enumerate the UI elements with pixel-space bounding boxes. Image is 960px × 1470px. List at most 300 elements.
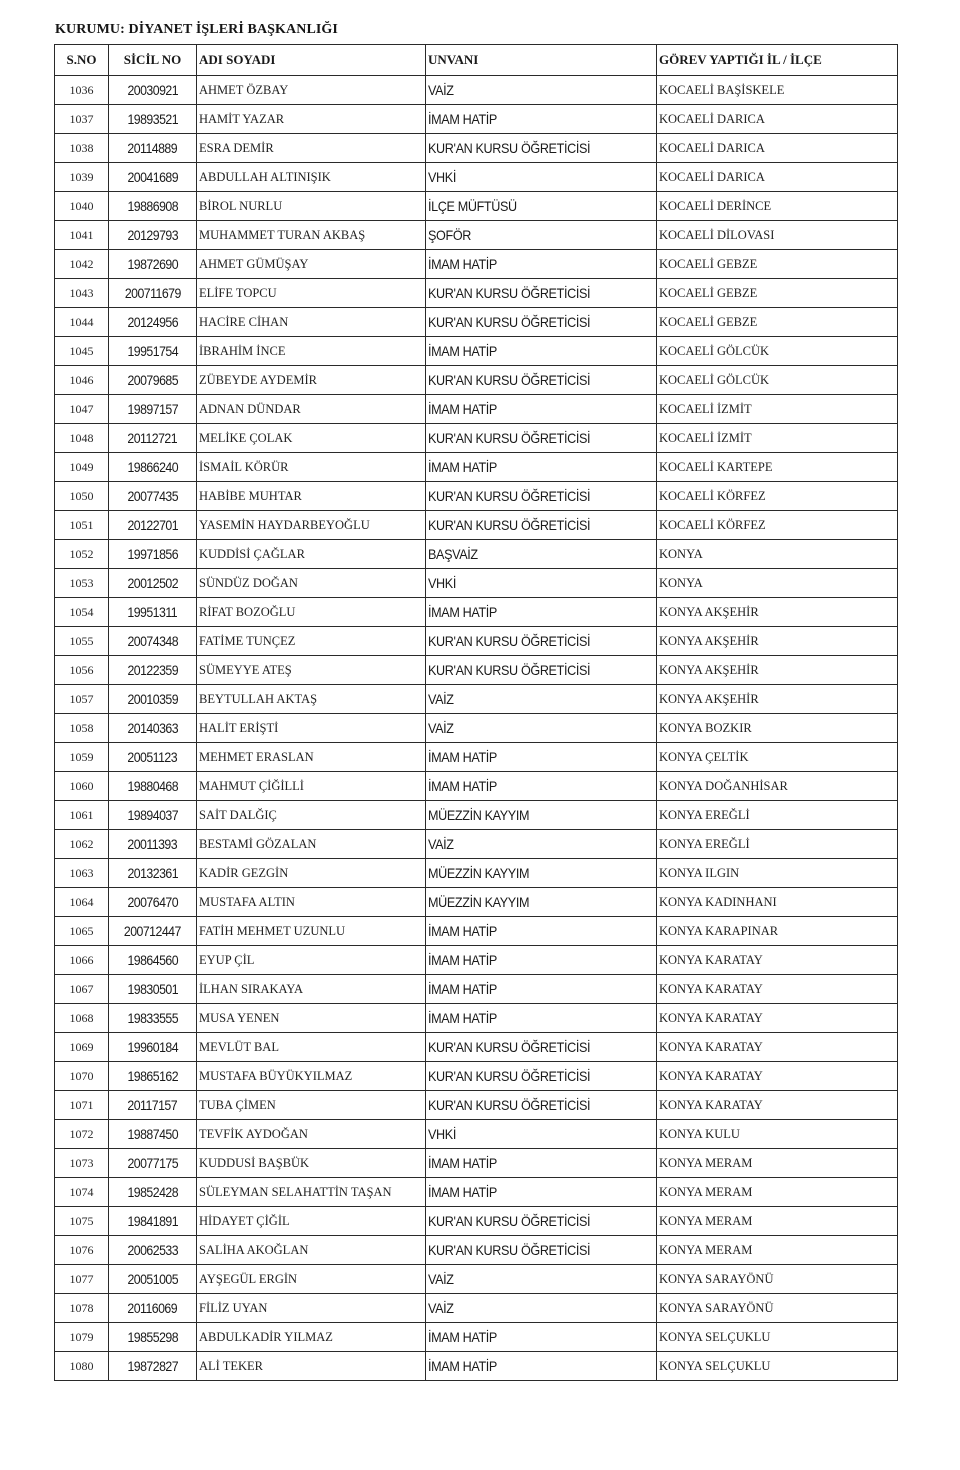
cell-unvani — [426, 134, 657, 163]
cell-sicil-no-text: 20030921 — [127, 82, 178, 98]
cell-unvani-text: İMAM HATİP — [428, 778, 497, 794]
cell-gorev-yeri: KONYA AKŞEHİR — [657, 627, 898, 656]
cell-sicil-no — [109, 1062, 197, 1091]
cell-adi-soyadi: TEVFİK AYDOĞAN — [197, 1120, 426, 1149]
cell-sicil-no — [109, 743, 197, 772]
cell-sicil-no — [109, 1033, 197, 1062]
cell-sicil-no-text: 20076470 — [127, 894, 178, 910]
cell-sicil-no-text: 20122701 — [127, 517, 178, 533]
cell-adi-soyadi: ABDULKADİR YILMAZ — [197, 1323, 426, 1352]
cell-gorev-yeri: KONYA KARATAY — [657, 946, 898, 975]
cell-unvani — [426, 453, 657, 482]
cell-sicil-no-text: 19897157 — [127, 401, 178, 417]
cell-sno: 1074 — [55, 1178, 109, 1207]
cell-sicil-no-text: 19960184 — [127, 1039, 178, 1055]
cell-sicil-no-text: 19951754 — [127, 343, 178, 359]
cell-adi-soyadi: SÜNDÜZ DOĞAN — [197, 569, 426, 598]
cell-unvani — [426, 627, 657, 656]
cell-adi-soyadi: HABİBE MUHTAR — [197, 482, 426, 511]
cell-gorev-yeri: KONYA KADINHANI — [657, 888, 898, 917]
cell-sno: 1070 — [55, 1062, 109, 1091]
cell-gorev-yeri: KOCAELİ DARICA — [657, 134, 898, 163]
cell-adi-soyadi: ESRA DEMİR — [197, 134, 426, 163]
table-row — [55, 424, 898, 453]
cell-sicil-no-text: 20112721 — [127, 430, 178, 446]
cell-unvani-text: KUR'AN KURSU ÖĞRETİCİSİ — [428, 517, 591, 533]
cell-sno: 1073 — [55, 1149, 109, 1178]
cell-unvani-text: İMAM HATİP — [428, 111, 497, 127]
cell-gorev-yeri: KONYA MERAM — [657, 1178, 898, 1207]
cell-gorev-yeri: KOCAELİ DARICA — [657, 163, 898, 192]
cell-gorev-yeri: KONYA KARATAY — [657, 1091, 898, 1120]
cell-sicil-no-text: 19951311 — [127, 604, 178, 620]
cell-adi-soyadi: SAİT DALĞIÇ — [197, 801, 426, 830]
cell-adi-soyadi: ZÜBEYDE AYDEMİR — [197, 366, 426, 395]
cell-sicil-no — [109, 424, 197, 453]
table-row — [55, 453, 898, 482]
cell-gorev-yeri: KONYA MERAM — [657, 1149, 898, 1178]
cell-gorev-yeri: KOCAELİ KARTEPE — [657, 453, 898, 482]
cell-adi-soyadi: HİDAYET ÇİĞİL — [197, 1207, 426, 1236]
cell-adi-soyadi: AHMET GÜMÜŞAY — [197, 250, 426, 279]
cell-unvani — [426, 540, 657, 569]
cell-sicil-no — [109, 1149, 197, 1178]
cell-sno: 1062 — [55, 830, 109, 859]
cell-adi-soyadi: KADİR GEZGİN — [197, 859, 426, 888]
cell-gorev-yeri: KOCAELİ GÖLCÜK — [657, 366, 898, 395]
cell-gorev-yeri: KOCAELİ GÖLCÜK — [657, 337, 898, 366]
cell-unvani — [426, 859, 657, 888]
cell-unvani — [426, 1178, 657, 1207]
table-row — [55, 569, 898, 598]
cell-gorev-yeri: KONYA KARAPINAR — [657, 917, 898, 946]
cell-unvani-text: VAİZ — [428, 1300, 454, 1316]
cell-sno: 1051 — [55, 511, 109, 540]
cell-sicil-no — [109, 801, 197, 830]
cell-sno: 1057 — [55, 685, 109, 714]
cell-sicil-no-text: 20114889 — [127, 140, 178, 156]
cell-unvani — [426, 511, 657, 540]
cell-sicil-no — [109, 1207, 197, 1236]
cell-gorev-yeri: KOCAELİ GEBZE — [657, 279, 898, 308]
cell-sno: 1041 — [55, 221, 109, 250]
cell-gorev-yeri: KONYA SELÇUKLU — [657, 1352, 898, 1381]
cell-unvani — [426, 801, 657, 830]
cell-sno: 1058 — [55, 714, 109, 743]
cell-adi-soyadi: MEHMET ERASLAN — [197, 743, 426, 772]
cell-unvani — [426, 1149, 657, 1178]
cell-unvani-text: KUR'AN KURSU ÖĞRETİCİSİ — [428, 140, 591, 156]
cell-sicil-no — [109, 975, 197, 1004]
cell-unvani-text: KUR'AN KURSU ÖĞRETİCİSİ — [428, 372, 591, 388]
cell-gorev-yeri: KOCAELİ DİLOVASI — [657, 221, 898, 250]
cell-unvani-text: İMAM HATİP — [428, 459, 497, 475]
cell-gorev-yeri: KONYA SARAYÖNÜ — [657, 1265, 898, 1294]
cell-sno: 1066 — [55, 946, 109, 975]
cell-unvani — [426, 424, 657, 453]
cell-unvani — [426, 192, 657, 221]
cell-unvani — [426, 395, 657, 424]
cell-sno: 1072 — [55, 1120, 109, 1149]
cell-unvani-text: MÜEZZİN KAYYIM — [428, 865, 530, 881]
column-header-adi-soyadi: ADI SOYADI — [197, 45, 426, 76]
table-row — [55, 366, 898, 395]
cell-sicil-no — [109, 482, 197, 511]
cell-adi-soyadi: FATİH MEHMET UZUNLU — [197, 917, 426, 946]
cell-sicil-no-text: 20041689 — [127, 169, 178, 185]
table-row — [55, 134, 898, 163]
cell-sicil-no-text: 20117157 — [127, 1097, 178, 1113]
cell-sicil-no-text: 19865162 — [127, 1068, 178, 1084]
cell-sno: 1042 — [55, 250, 109, 279]
cell-sno: 1055 — [55, 627, 109, 656]
cell-unvani — [426, 308, 657, 337]
cell-gorev-yeri: KONYA EREĞLİ — [657, 801, 898, 830]
cell-sicil-no — [109, 453, 197, 482]
cell-unvani — [426, 337, 657, 366]
cell-unvani-text: KUR'AN KURSU ÖĞRETİCİSİ — [428, 1242, 591, 1258]
cell-gorev-yeri: KONYA BOZKIR — [657, 714, 898, 743]
cell-sicil-no-text: 19872827 — [127, 1358, 178, 1374]
cell-sicil-no — [109, 1120, 197, 1149]
cell-sno: 1048 — [55, 424, 109, 453]
cell-gorev-yeri: KONYA KULU — [657, 1120, 898, 1149]
cell-sno: 1078 — [55, 1294, 109, 1323]
cell-adi-soyadi: MEVLÜT BAL — [197, 1033, 426, 1062]
table-row — [55, 221, 898, 250]
cell-sicil-no — [109, 1178, 197, 1207]
cell-sicil-no-text: 19872690 — [127, 256, 178, 272]
table-row — [55, 482, 898, 511]
cell-sno: 1047 — [55, 395, 109, 424]
cell-sno: 1075 — [55, 1207, 109, 1236]
cell-sicil-no-text: 19893521 — [127, 111, 178, 127]
cell-sicil-no-text: 19830501 — [127, 981, 178, 997]
table-row — [55, 76, 898, 105]
table-row — [55, 656, 898, 685]
cell-sicil-no — [109, 859, 197, 888]
cell-unvani — [426, 482, 657, 511]
cell-sicil-no-text: 19855298 — [127, 1329, 178, 1345]
cell-adi-soyadi: ABDULLAH ALTINIŞIK — [197, 163, 426, 192]
cell-adi-soyadi: ALİ TEKER — [197, 1352, 426, 1381]
table-row — [55, 1352, 898, 1381]
cell-adi-soyadi: AHMET ÖZBAY — [197, 76, 426, 105]
cell-gorev-yeri: KONYA AKŞEHİR — [657, 598, 898, 627]
cell-unvani-text: İMAM HATİP — [428, 1010, 497, 1026]
cell-sicil-no-text: 19887450 — [127, 1126, 178, 1142]
cell-adi-soyadi: MUHAMMET TURAN AKBAŞ — [197, 221, 426, 250]
cell-unvani-text: KUR'AN KURSU ÖĞRETİCİSİ — [428, 1213, 591, 1229]
cell-sicil-no-text: 20116069 — [127, 1300, 178, 1316]
cell-unvani-text: KUR'AN KURSU ÖĞRETİCİSİ — [428, 633, 591, 649]
cell-adi-soyadi: HALİT ERİŞTİ — [197, 714, 426, 743]
cell-adi-soyadi: HAMİT YAZAR — [197, 105, 426, 134]
cell-unvani — [426, 1294, 657, 1323]
cell-sicil-no-text: 20051005 — [127, 1271, 178, 1287]
cell-sicil-no-text: 20124956 — [127, 314, 178, 330]
cell-sicil-no — [109, 192, 197, 221]
cell-unvani-text: MÜEZZİN KAYYIM — [428, 894, 530, 910]
cell-sicil-no — [109, 1265, 197, 1294]
table-row — [55, 1265, 898, 1294]
cell-sicil-no — [109, 395, 197, 424]
cell-gorev-yeri: KONYA AKŞEHİR — [657, 685, 898, 714]
cell-adi-soyadi: SÜLEYMAN SELAHATTİN TAŞAN — [197, 1178, 426, 1207]
cell-unvani — [426, 1352, 657, 1381]
cell-sicil-no-text: 20129793 — [127, 227, 178, 243]
cell-gorev-yeri: KONYA KARATAY — [657, 975, 898, 1004]
cell-adi-soyadi: EYUP ÇİL — [197, 946, 426, 975]
cell-sicil-no-text: 20140363 — [127, 720, 178, 736]
cell-sicil-no — [109, 250, 197, 279]
cell-sicil-no-text: 19841891 — [127, 1213, 178, 1229]
cell-sno: 1036 — [55, 76, 109, 105]
cell-sno: 1050 — [55, 482, 109, 511]
cell-adi-soyadi: RİFAT BOZOĞLU — [197, 598, 426, 627]
table-row — [55, 1178, 898, 1207]
cell-unvani-text: VAİZ — [428, 836, 454, 852]
cell-gorev-yeri: KOCAELİ KÖRFEZ — [657, 511, 898, 540]
cell-sicil-no-text: 19971856 — [127, 546, 178, 562]
cell-unvani — [426, 656, 657, 685]
cell-sicil-no — [109, 598, 197, 627]
column-header-sno: S.NO — [55, 45, 109, 76]
cell-gorev-yeri: KONYA KARATAY — [657, 1033, 898, 1062]
cell-unvani — [426, 975, 657, 1004]
cell-adi-soyadi: MELİKE ÇOLAK — [197, 424, 426, 453]
table-row — [55, 1236, 898, 1265]
cell-sicil-no-text: 20079685 — [127, 372, 178, 388]
cell-sicil-no — [109, 888, 197, 917]
cell-sno: 1063 — [55, 859, 109, 888]
cell-unvani-text: KUR'AN KURSU ÖĞRETİCİSİ — [428, 1068, 591, 1084]
table-row — [55, 1323, 898, 1352]
cell-gorev-yeri: KONYA MERAM — [657, 1207, 898, 1236]
table-row — [55, 830, 898, 859]
cell-sno: 1052 — [55, 540, 109, 569]
cell-unvani-text: KUR'AN KURSU ÖĞRETİCİSİ — [428, 1097, 591, 1113]
cell-sicil-no-text: 20012502 — [127, 575, 178, 591]
cell-unvani-text: VHKİ — [428, 1126, 456, 1142]
cell-adi-soyadi: AYŞEGÜL ERGİN — [197, 1265, 426, 1294]
cell-gorev-yeri: KOCAELİ DERİNCE — [657, 192, 898, 221]
cell-sicil-no — [109, 685, 197, 714]
cell-unvani-text: İMAM HATİP — [428, 981, 497, 997]
cell-unvani-text: İMAM HATİP — [428, 1184, 497, 1200]
cell-unvani-text: BAŞVAİZ — [428, 546, 478, 562]
cell-sicil-no — [109, 946, 197, 975]
cell-unvani-text: VAİZ — [428, 720, 454, 736]
cell-gorev-yeri: KOCAELİ İZMİT — [657, 395, 898, 424]
cell-adi-soyadi: MUSTAFA BÜYÜKYILMAZ — [197, 1062, 426, 1091]
cell-sno: 1056 — [55, 656, 109, 685]
cell-sicil-no-text: 19864560 — [127, 952, 178, 968]
cell-adi-soyadi: MUSTAFA ALTIN — [197, 888, 426, 917]
cell-sicil-no — [109, 1004, 197, 1033]
cell-adi-soyadi: ELİFE TOPCU — [197, 279, 426, 308]
cell-sno: 1043 — [55, 279, 109, 308]
cell-sicil-no — [109, 772, 197, 801]
cell-unvani-text: İMAM HATİP — [428, 604, 497, 620]
table-row — [55, 337, 898, 366]
cell-sicil-no — [109, 830, 197, 859]
cell-sno: 1061 — [55, 801, 109, 830]
cell-sicil-no — [109, 163, 197, 192]
cell-unvani-text: İMAM HATİP — [428, 256, 497, 272]
cell-sicil-no-text: 20132361 — [127, 865, 178, 881]
cell-sno: 1059 — [55, 743, 109, 772]
cell-sno: 1040 — [55, 192, 109, 221]
cell-unvani — [426, 743, 657, 772]
cell-sicil-no — [109, 1236, 197, 1265]
cell-gorev-yeri: KOCAELİ KÖRFEZ — [657, 482, 898, 511]
cell-unvani — [426, 1004, 657, 1033]
cell-unvani-text: İMAM HATİP — [428, 749, 497, 765]
table-row — [55, 917, 898, 946]
cell-unvani-text: VAİZ — [428, 691, 454, 707]
cell-sicil-no-text: 19880468 — [127, 778, 178, 794]
cell-adi-soyadi: MAHMUT ÇİĞİLLİ — [197, 772, 426, 801]
cell-gorev-yeri: KOCAELİ GEBZE — [657, 250, 898, 279]
cell-sicil-no — [109, 337, 197, 366]
cell-adi-soyadi: KUDDUSİ BAŞBÜK — [197, 1149, 426, 1178]
cell-sicil-no-text: 20074348 — [127, 633, 178, 649]
cell-unvani — [426, 830, 657, 859]
cell-sno: 1067 — [55, 975, 109, 1004]
cell-unvani — [426, 685, 657, 714]
cell-gorev-yeri: KONYA — [657, 569, 898, 598]
cell-unvani — [426, 946, 657, 975]
cell-unvani-text: KUR'AN KURSU ÖĞRETİCİSİ — [428, 314, 591, 330]
cell-sno: 1071 — [55, 1091, 109, 1120]
table-row — [55, 888, 898, 917]
cell-sicil-no — [109, 1352, 197, 1381]
cell-unvani-text: İMAM HATİP — [428, 952, 497, 968]
page-title: KURUMU: DİYANET İŞLERİ BAŞKANLIĞI — [55, 22, 338, 37]
table-row — [55, 1004, 898, 1033]
cell-sicil-no-text: 20077175 — [127, 1155, 178, 1171]
cell-unvani — [426, 105, 657, 134]
table-row — [55, 1091, 898, 1120]
table-row — [55, 1033, 898, 1062]
cell-sno: 1053 — [55, 569, 109, 598]
cell-sno: 1076 — [55, 1236, 109, 1265]
cell-unvani-text: KUR'AN KURSU ÖĞRETİCİSİ — [428, 488, 591, 504]
cell-unvani — [426, 1033, 657, 1062]
table-row — [55, 685, 898, 714]
table-row — [55, 801, 898, 830]
table-row — [55, 1294, 898, 1323]
cell-unvani — [426, 888, 657, 917]
cell-sicil-no — [109, 569, 197, 598]
cell-unvani — [426, 1120, 657, 1149]
cell-sicil-no-text: 20051123 — [127, 749, 178, 765]
cell-sno: 1049 — [55, 453, 109, 482]
cell-unvani — [426, 163, 657, 192]
cell-unvani-text: KUR'AN KURSU ÖĞRETİCİSİ — [428, 662, 591, 678]
cell-sno: 1038 — [55, 134, 109, 163]
cell-unvani-text: İMAM HATİP — [428, 1155, 497, 1171]
cell-adi-soyadi: KUDDİSİ ÇAĞLAR — [197, 540, 426, 569]
cell-gorev-yeri: KONYA KARATAY — [657, 1062, 898, 1091]
cell-gorev-yeri: KOCAELİ DARICA — [657, 105, 898, 134]
cell-gorev-yeri: KONYA SELÇUKLU — [657, 1323, 898, 1352]
cell-gorev-yeri: KONYA SARAYÖNÜ — [657, 1294, 898, 1323]
cell-sicil-no-text: 19833555 — [127, 1010, 178, 1026]
cell-sno: 1046 — [55, 366, 109, 395]
table-row — [55, 250, 898, 279]
cell-sicil-no-text: 19852428 — [127, 1184, 178, 1200]
cell-unvani — [426, 1323, 657, 1352]
cell-sicil-no-text: 20010359 — [127, 691, 178, 707]
cell-sicil-no — [109, 279, 197, 308]
cell-sicil-no-text: 19866240 — [127, 459, 178, 475]
table-row — [55, 1120, 898, 1149]
table-row — [55, 1207, 898, 1236]
table-row — [55, 511, 898, 540]
cell-unvani-text: KUR'AN KURSU ÖĞRETİCİSİ — [428, 285, 591, 301]
cell-sicil-no — [109, 917, 197, 946]
cell-adi-soyadi: TUBA ÇİMEN — [197, 1091, 426, 1120]
cell-unvani — [426, 598, 657, 627]
cell-sicil-no — [109, 1294, 197, 1323]
cell-unvani-text: MÜEZZİN KAYYIM — [428, 807, 530, 823]
cell-unvani — [426, 1207, 657, 1236]
table-row — [55, 859, 898, 888]
cell-adi-soyadi: BİROL NURLU — [197, 192, 426, 221]
cell-adi-soyadi: İBRAHİM İNCE — [197, 337, 426, 366]
cell-sno: 1080 — [55, 1352, 109, 1381]
cell-gorev-yeri: KONYA AKŞEHİR — [657, 656, 898, 685]
table-row — [55, 540, 898, 569]
table-row — [55, 772, 898, 801]
cell-adi-soyadi: MUSA YENEN — [197, 1004, 426, 1033]
cell-unvani — [426, 1265, 657, 1294]
cell-unvani-text: VAİZ — [428, 82, 454, 98]
cell-unvani — [426, 279, 657, 308]
cell-adi-soyadi: İLHAN SIRAKAYA — [197, 975, 426, 1004]
cell-unvani — [426, 1062, 657, 1091]
cell-gorev-yeri: KONYA ILGIN — [657, 859, 898, 888]
cell-unvani-text: VHKİ — [428, 575, 456, 591]
cell-adi-soyadi: HACİRE CİHAN — [197, 308, 426, 337]
cell-unvani — [426, 366, 657, 395]
table-row — [55, 279, 898, 308]
cell-unvani — [426, 221, 657, 250]
cell-sicil-no — [109, 656, 197, 685]
cell-adi-soyadi: BESTAMİ GÖZALAN — [197, 830, 426, 859]
cell-unvani-text: İMAM HATİP — [428, 401, 497, 417]
cell-unvani-text: ŞOFÖR — [428, 227, 472, 243]
cell-unvani-text: VAİZ — [428, 1271, 454, 1287]
table-row — [55, 743, 898, 772]
cell-unvani — [426, 569, 657, 598]
cell-sicil-no-text: 20077435 — [127, 488, 178, 504]
cell-sicil-no — [109, 540, 197, 569]
cell-sno: 1077 — [55, 1265, 109, 1294]
cell-adi-soyadi: FATİME TUNÇEZ — [197, 627, 426, 656]
cell-unvani — [426, 917, 657, 946]
cell-sicil-no — [109, 366, 197, 395]
cell-sicil-no — [109, 221, 197, 250]
cell-sno: 1037 — [55, 105, 109, 134]
column-header-gorev-yeri: GÖREV YAPTIĞI İL / İLÇE — [657, 45, 898, 76]
cell-adi-soyadi: SÜMEYYE ATEŞ — [197, 656, 426, 685]
table-row — [55, 714, 898, 743]
cell-sicil-no — [109, 134, 197, 163]
cell-sno: 1044 — [55, 308, 109, 337]
